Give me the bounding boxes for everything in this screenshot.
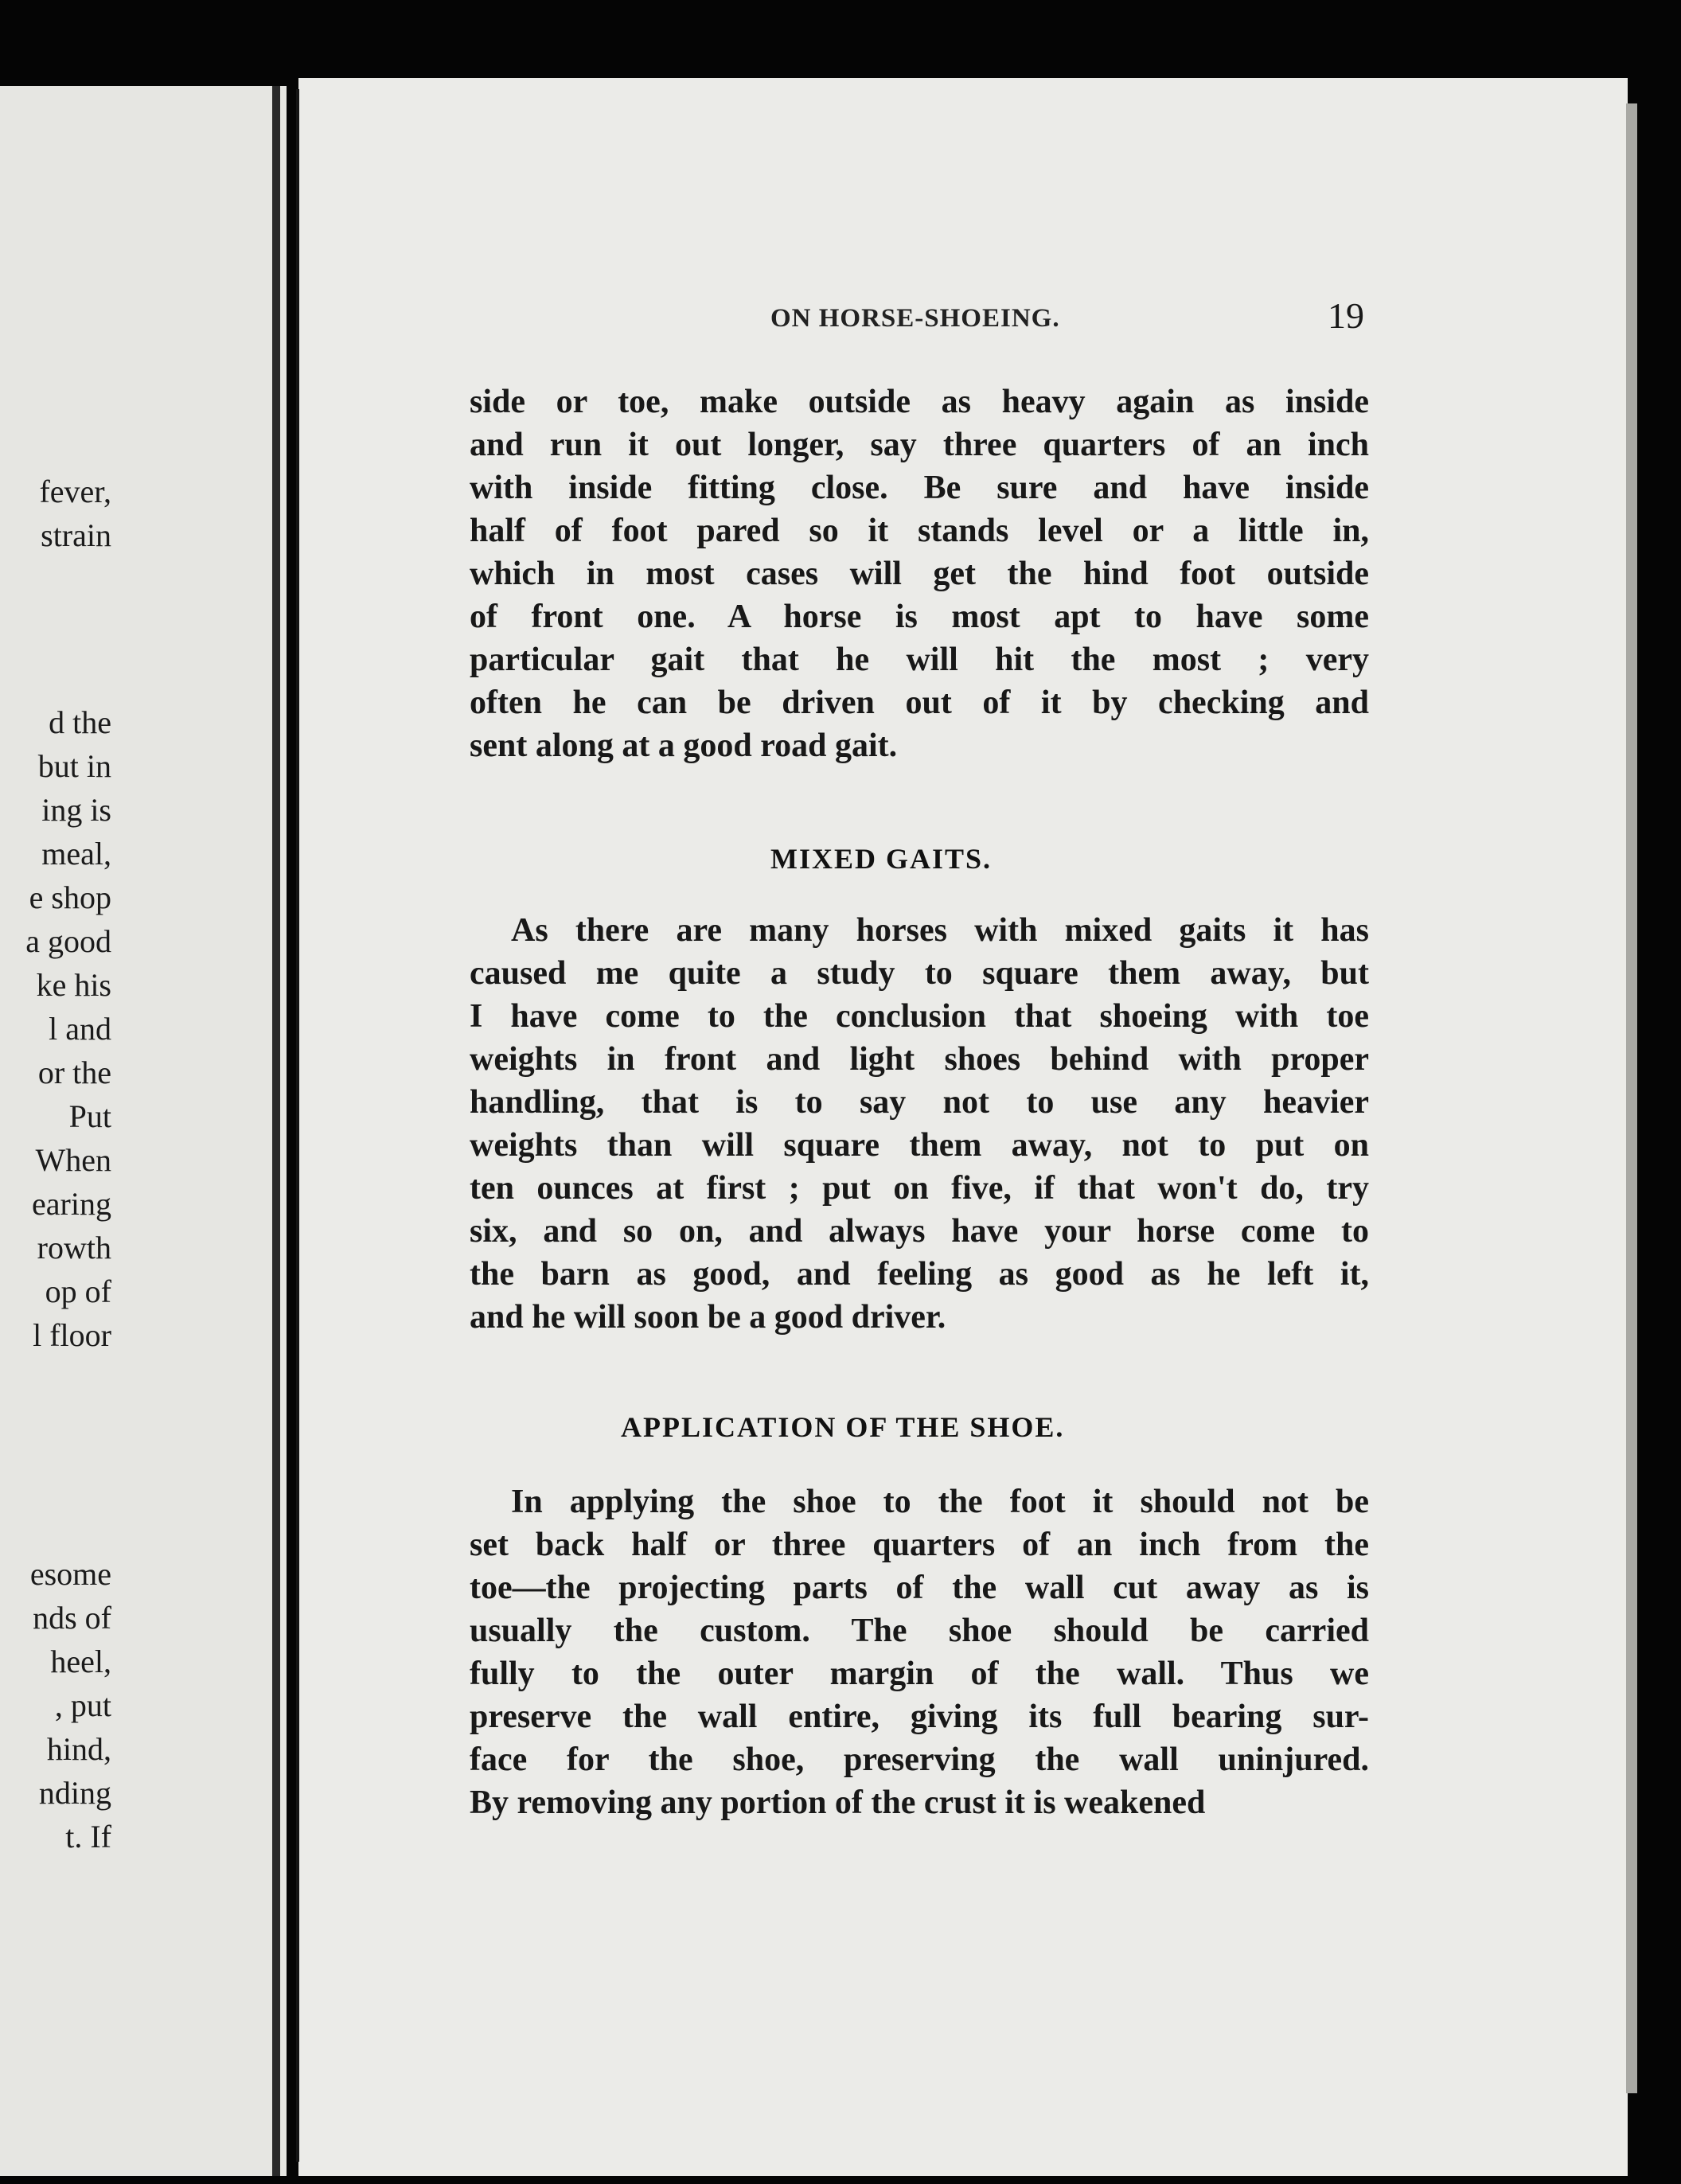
text-line: weights than will square them away, not to put on [470, 1127, 1369, 1164]
text-line: By removing any portion of the crust it is weakened [470, 1784, 1206, 1821]
left-page-line: ke his [36, 967, 111, 1003]
text-line: with inside fitting close. Be sure and have inside [470, 470, 1369, 506]
left-page-line: When [35, 1142, 111, 1178]
book-gutter [272, 86, 280, 2176]
text-line: which in most cases will get the hind foot outside [470, 556, 1369, 592]
left-page-line: or the [37, 1055, 111, 1090]
text-line: half of foot pared so it stands level or a little in, [470, 513, 1369, 549]
left-page-line: hind, [46, 1731, 111, 1767]
text-line: toe—the projecting parts of the wall cut away as is [470, 1570, 1369, 1606]
text-line: face for the shoe, preserving the wall uninjured. [470, 1741, 1369, 1778]
left-page-line: fever, [39, 474, 111, 509]
text-line: the barn as good, and feeling as good as he left it, [470, 1256, 1369, 1293]
left-page-line: l and [49, 1011, 111, 1047]
left-page-line: esome [29, 1556, 111, 1592]
text-line: often he can be driven out of it by checking and [470, 684, 1369, 721]
text-line: fully to the outer margin of the wall. Thus we [470, 1656, 1369, 1692]
left-page-line: t. If [65, 1819, 111, 1854]
text-line: usually the custom. The shoe should be carried [470, 1613, 1369, 1649]
text-line: In applying the shoe to the foot it should not be [511, 1484, 1369, 1520]
text-line: ten ounces at first ; put on five, if that won't do, try [470, 1170, 1369, 1207]
section-heading-application: APPLICATION OF THE SHOE. [621, 1411, 1065, 1443]
running-head: ON HORSE-SHOEING. [770, 304, 1060, 333]
text-line: weights in front and light shoes behind with proper [470, 1041, 1369, 1078]
left-page-line: heel, [50, 1644, 111, 1679]
text-line: and he will soon be a good driver. [470, 1299, 946, 1336]
text-line: As there are many horses with mixed gaits it has [511, 912, 1369, 949]
left-page-line: op of [45, 1273, 111, 1309]
left-page-line: meal, [41, 836, 111, 872]
left-page-line: l floor [33, 1317, 111, 1353]
text-line: particular gait that he will hit the most ; very [470, 642, 1369, 678]
left-page-line: nds of [33, 1600, 111, 1636]
left-page-line: strain [41, 517, 111, 553]
left-page-line: Put [68, 1098, 111, 1134]
page-edge [1626, 103, 1637, 2093]
text-line: handling, that is to say not to use any heavier [470, 1084, 1369, 1121]
left-page-line: a good [25, 923, 111, 959]
paragraph-2 [470, 909, 1369, 1339]
text-line: of front one. A horse is most apt to have some [470, 599, 1369, 635]
text-line: set back half or three quarters of an inch from the [470, 1527, 1369, 1563]
text-line: side or toe, make outside as heavy again as inside [470, 384, 1369, 420]
text-line: six, and so on, and always have your horse come to [470, 1213, 1369, 1250]
left-page-line: e shop [29, 879, 111, 915]
paragraph-1 [470, 380, 1369, 767]
section-heading-mixed-gaits: MIXED GAITS. [770, 843, 993, 875]
left-page-line: nding [38, 1775, 111, 1811]
text-line: caused me quite a study to square them away, but [470, 955, 1369, 992]
text-line: and run it out longer, say three quarters of an inch [470, 427, 1369, 463]
left-page-line: but in [37, 748, 111, 784]
left-page-line: d the [49, 704, 111, 740]
left-page-line: earing [32, 1186, 111, 1222]
left-page-line: ing is [41, 792, 111, 828]
spine-line [296, 89, 299, 2162]
left-page-line: rowth [37, 1230, 111, 1266]
left-page-line: , put [54, 1687, 111, 1723]
paragraph-3 [470, 1480, 1369, 1824]
text-line: I have come to the conclusion that shoeing with toe [470, 998, 1369, 1035]
page-number: 19 [1328, 295, 1364, 336]
text-line: preserve the wall entire, giving its full bearing sur- [470, 1698, 1369, 1735]
text-line: sent along at a good road gait. [470, 727, 898, 764]
